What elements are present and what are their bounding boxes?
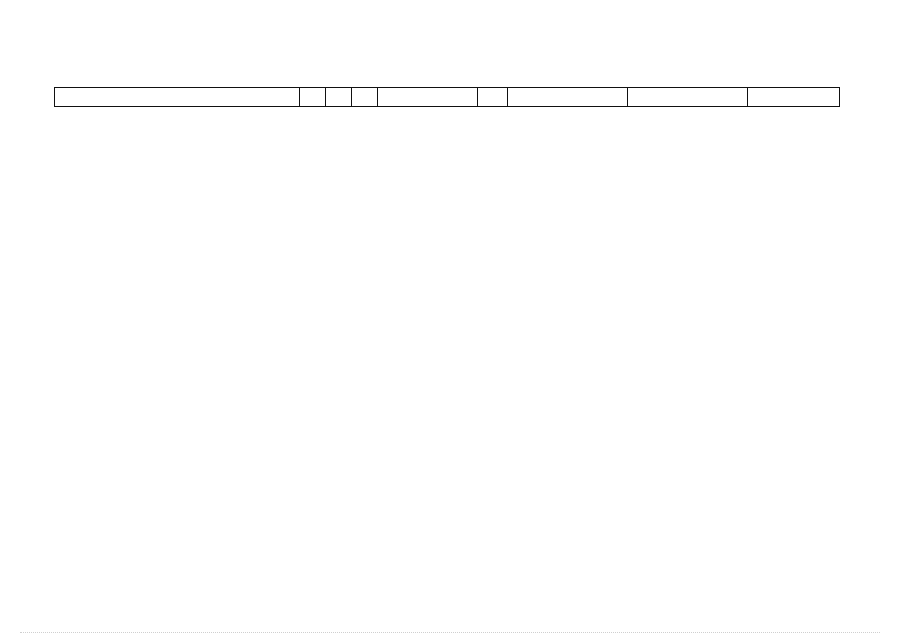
header-col-5 — [378, 88, 478, 107]
table-header — [54, 87, 840, 107]
header-col-7 — [508, 88, 628, 107]
header-col-4 — [352, 88, 378, 107]
header-col-1 — [55, 88, 300, 107]
scan-artifact-line — [20, 632, 880, 635]
header-col-9 — [748, 88, 840, 107]
header-col-8 — [628, 88, 748, 107]
header-col-2 — [300, 88, 326, 107]
header-col-3 — [326, 88, 352, 107]
header-col-6 — [478, 88, 508, 107]
